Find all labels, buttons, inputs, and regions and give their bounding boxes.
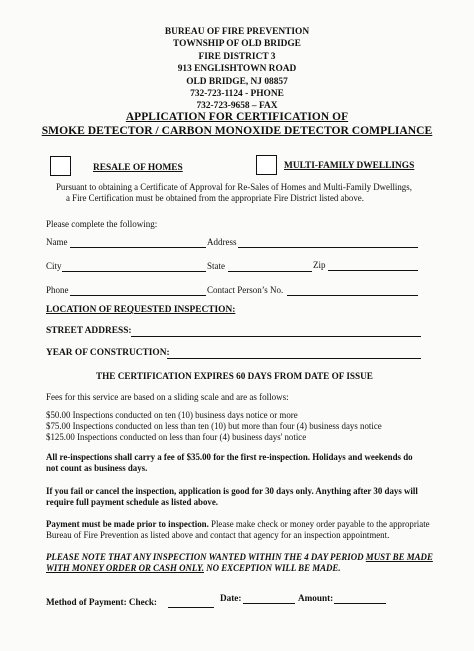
resale-checkbox[interactable] — [50, 156, 71, 176]
date-input[interactable] — [243, 603, 295, 604]
header-line: 732-723-1124 - PHONE — [190, 89, 284, 100]
method-of-payment-label: Method of Payment: Check: — [46, 597, 157, 607]
cancel-text — [46, 486, 418, 508]
fees-intro: Fees for this service are based on a sliding scale and are as follows: — [46, 392, 289, 402]
notice-line-2-a: WITH MONEY ORDER OR CASH ONLY. — [46, 563, 204, 574]
fee-row: $75.00 Inspections conducted on less than ten (10) but more than four (4) business days notice — [46, 421, 382, 432]
reinspection-line-1: All re-inspections shall carry a fee of $35.00 for the first re-inspection. Holidays and weekends do — [46, 452, 413, 462]
fee-row: $50.00 Inspections conducted on ten (10) business days notice or more — [46, 410, 298, 420]
cancel-line-2: require full payment schedule as listed above. — [46, 497, 219, 508]
multi-family-label: MULTI-FAMILY DWELLINGS — [284, 161, 415, 171]
notice-line-1-b: MUST BE MADE — [365, 552, 433, 562]
reinspection-text — [46, 452, 413, 474]
amount-label: Amount: — [298, 593, 334, 603]
name-input[interactable] — [70, 247, 206, 248]
payment-bold: Payment must be made prior to inspection. — [46, 519, 209, 529]
resale-label: RESALE OF HOMES — [93, 163, 183, 173]
year-construction-input[interactable] — [167, 358, 421, 359]
zip-input[interactable] — [328, 270, 418, 271]
title-line-1: APPLICATION FOR CERTIFICATION OF — [125, 111, 349, 123]
cash-notice — [46, 552, 433, 574]
street-address-input[interactable] — [131, 336, 421, 337]
header-line: 913 ENGLISHTOWN ROAD — [177, 64, 297, 75]
name-label: Name — [46, 237, 68, 247]
street-address-label: STREET ADDRESS: — [46, 326, 132, 336]
header-line: FIRE DISTRICT 3 — [198, 51, 276, 62]
fee-schedule — [46, 410, 382, 444]
intro-text — [56, 182, 412, 204]
header-line: OLD BRIDGE, NJ 08857 — [186, 76, 288, 87]
cancel-line-1: If you fail or cancel the inspection, application is good for 30 days only. Anything after 30 days will — [46, 486, 418, 496]
fee-row: $125.00 Inspections conducted on less than four (4) business days' notice — [46, 432, 307, 443]
city-label: City — [46, 261, 62, 271]
inspection-heading: LOCATION OF REQUESTED INSPECTION: — [46, 305, 236, 315]
notice-line-2-b: NO EXCEPTION WILL BE MADE. — [203, 563, 341, 574]
notice-line-1-a: PLEASE NOTE THAT ANY INSPECTION WANTED WITHIN THE 4 DAY PERIOD — [46, 552, 366, 562]
multi-family-checkbox[interactable] — [256, 155, 277, 175]
reinspection-line-2: not count as business days. — [46, 463, 148, 474]
intro-line-2: a Fire Certification must be obtained from the appropriate Fire District listed above. — [66, 193, 364, 204]
phone-label: Phone — [46, 285, 69, 295]
header-block — [0, 26, 474, 113]
title-line-2: SMOKE DETECTOR / CARBON MONOXIDE DETECTOR COMPLIANCE — [41, 124, 433, 137]
amount-input[interactable] — [334, 603, 386, 604]
contact-label: Contact Person’s No. — [207, 285, 284, 295]
address-label: Address — [207, 237, 237, 247]
phone-input[interactable] — [70, 295, 206, 296]
expires-notice: THE CERTIFICATION EXPIRES 60 DAYS FROM DATE OF ISSUE — [96, 371, 373, 381]
complete-prompt: Please complete the following: — [46, 219, 158, 229]
payment-text — [46, 519, 430, 541]
zip-label: Zip — [313, 260, 326, 270]
intro-line-1: Pursuant to obtaining a Certificate of Approval for Re-Sales of Homes and Multi-Family Dwellings, — [56, 182, 412, 192]
date-label: Date: — [220, 593, 242, 603]
check-input[interactable] — [168, 607, 214, 608]
state-label: State — [207, 261, 225, 271]
payment-line-2: Bureau of Fire Prevention as listed above and contact that agency for an inspection appointment. — [46, 530, 390, 541]
header-line: BUREAU OF FIRE PREVENTION — [164, 27, 310, 37]
address-input[interactable] — [238, 247, 418, 248]
city-input[interactable] — [62, 271, 206, 272]
header-line: 732-723-9658 – FAX — [196, 101, 278, 112]
contact-input[interactable] — [287, 295, 418, 296]
form-title — [0, 111, 474, 137]
header-line: TOWNSHIP OF OLD BRIDGE — [173, 39, 301, 50]
state-input[interactable] — [228, 271, 312, 272]
payment-line-1-rest: Please make check or money order payable to the appropriate — [208, 519, 430, 529]
year-construction-label: YEAR OF CONSTRUCTION: — [46, 348, 170, 358]
